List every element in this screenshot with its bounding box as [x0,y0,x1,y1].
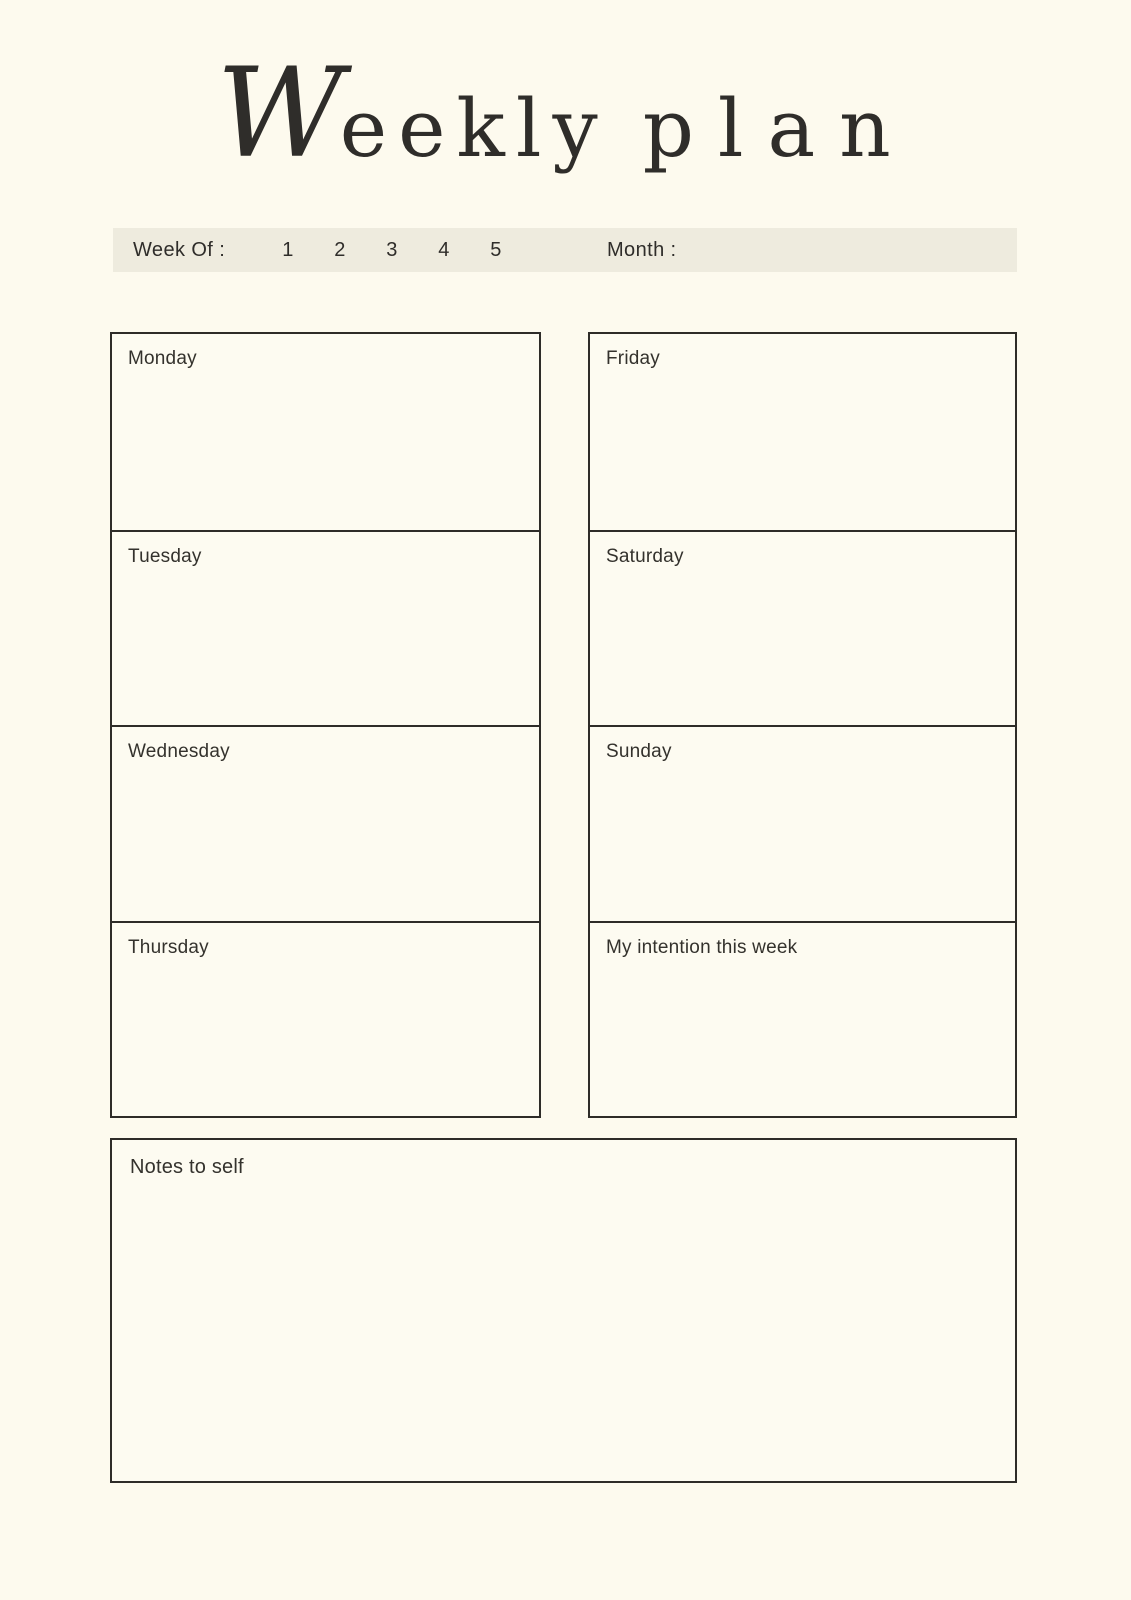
day-input-area-saturday[interactable] [590,574,1015,726]
day-label-sunday: Sunday [606,741,672,762]
page-title [0,42,1131,186]
day-cell-monday [112,334,539,530]
day-label-wednesday: Wednesday [128,741,230,762]
title-initial-script-letter: W [216,42,344,186]
day-label-thursday: Thursday [128,936,209,958]
intention-cell [590,921,1015,1117]
title-word-2: plan [642,82,915,175]
day-input-area-thursday[interactable] [112,965,539,1117]
week-number-3[interactable]: 3 [386,239,398,261]
day-cell-saturday [590,530,1015,726]
intention-input-area[interactable] [590,965,1015,1117]
intention-label: My intention this week [606,936,798,958]
day-input-area-tuesday[interactable] [112,574,539,726]
day-label-tuesday: Tuesday [128,545,202,567]
month-label: Month : [607,239,677,261]
day-cell-tuesday [112,530,539,726]
week-number-2[interactable]: 2 [334,239,346,261]
day-column-right [588,332,1017,1118]
notes-input-area[interactable] [112,1192,1015,1481]
day-input-area-wednesday[interactable] [112,769,539,921]
day-cell-thursday [112,921,539,1117]
day-cell-friday [590,334,1015,530]
day-label-monday: Monday [128,348,197,369]
day-cell-sunday [590,725,1015,921]
day-input-area-monday[interactable] [112,376,539,530]
notes-box [110,1138,1017,1483]
title-word-1: eekly [339,82,609,175]
notes-label: Notes to self [130,1156,244,1178]
day-input-area-friday[interactable] [590,376,1015,530]
week-of-bar [113,228,1017,272]
day-cell-wednesday [112,725,539,921]
week-number-1[interactable]: 1 [282,239,294,261]
day-label-saturday: Saturday [606,545,684,567]
week-number-5[interactable]: 5 [490,239,502,261]
day-input-area-sunday[interactable] [590,769,1015,921]
week-number-4[interactable]: 4 [438,239,450,261]
week-of-label: Week Of : [133,239,226,261]
day-column-left [110,332,541,1118]
day-label-friday: Friday [606,348,660,369]
